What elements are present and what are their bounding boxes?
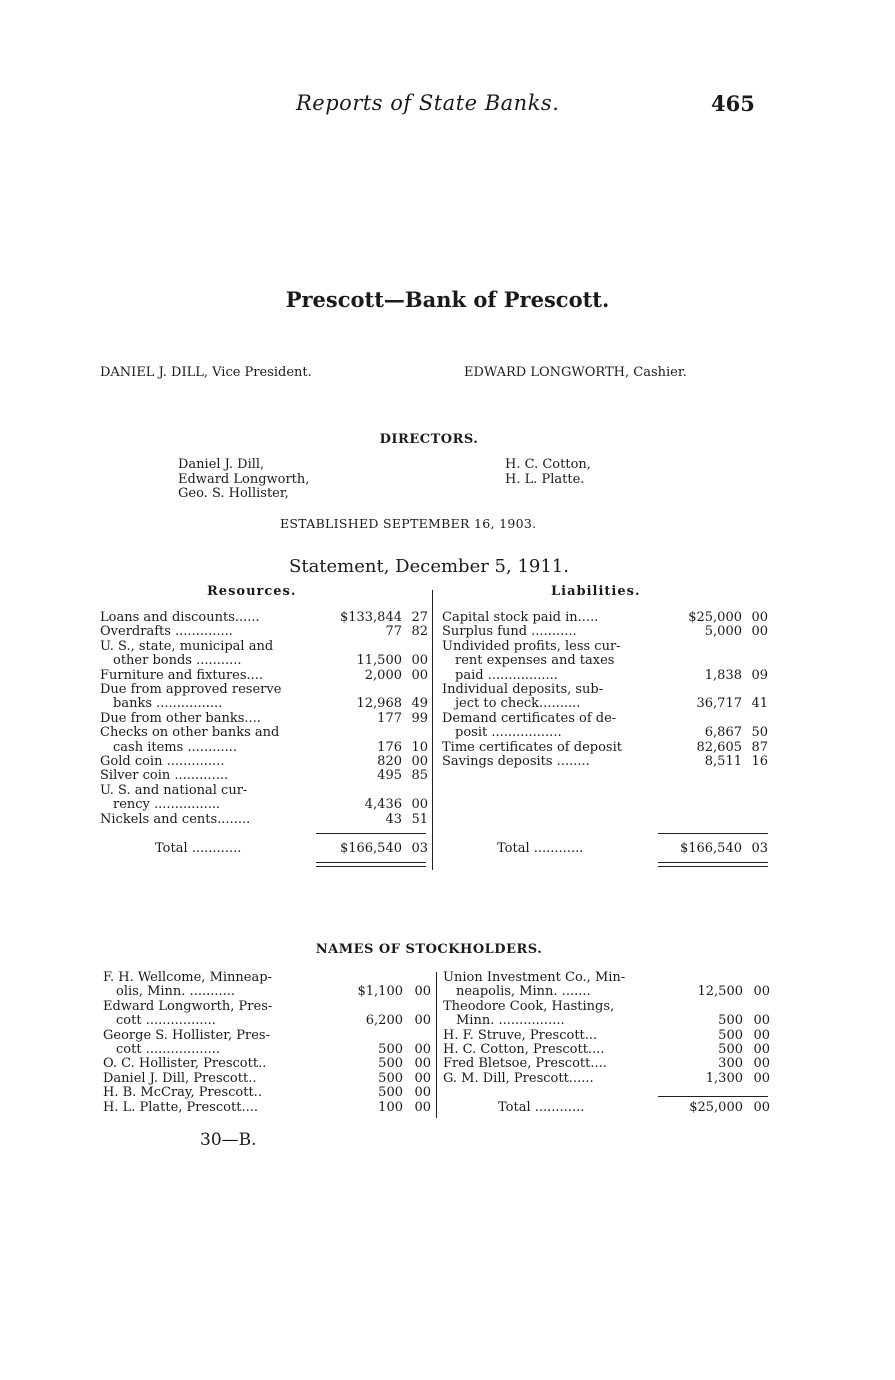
resources-heading: Resources.: [207, 584, 297, 599]
ledger-label: Demand certificates of de-: [442, 710, 617, 726]
ledger-cents: 85: [411, 768, 428, 784]
ledger-cents: 00: [753, 1056, 770, 1072]
resources-double-rule-1: [316, 862, 426, 863]
ledger-dollars: 176: [377, 739, 402, 755]
officer-cashier: EDWARD LONGWORTH, Cashier.: [464, 365, 687, 380]
ledger-dollars: $1,100: [357, 984, 403, 1000]
ledger-cents: 87: [751, 739, 768, 755]
ledger-label: Loans and discounts......: [100, 610, 260, 625]
ledger-cents: 00: [753, 1070, 770, 1086]
stockholder-row: [103, 1014, 431, 1028]
resource-row: [100, 669, 428, 683]
ledger-label: Minn. ................: [443, 1013, 565, 1029]
resources-sum-rule: [316, 833, 426, 834]
ledger-dollars: 100: [378, 1099, 403, 1115]
director-name: H. L. Platte.: [505, 471, 585, 487]
ledger-dollars: $25,000: [688, 610, 742, 625]
ledger-label: Due from approved reserve: [100, 682, 282, 697]
stockholder-row: [103, 985, 431, 999]
liability-row: [442, 683, 768, 697]
ledger-label: O. C. Hollister, Prescott..: [103, 1056, 267, 1072]
liability-row: [442, 712, 768, 726]
ledger-cents: 00: [414, 1085, 431, 1101]
ledger-label: banks ................: [100, 696, 223, 712]
ledger-cents: 82: [411, 624, 428, 640]
ledger-cents: 00: [414, 1056, 431, 1072]
resource-row: [100, 726, 428, 740]
ledger-dollars: 495: [377, 768, 402, 784]
ledger-cents: 00: [411, 754, 428, 769]
ledger-cents: 27: [411, 610, 428, 625]
ledger-dollars: $25,000: [689, 1100, 743, 1115]
liability-row: [442, 669, 768, 683]
ledger-label: cash items ............: [100, 739, 238, 755]
ledger-cents: 00: [414, 984, 431, 1000]
stockholder-row: [103, 1057, 431, 1071]
ledger-label: Daniel J. Dill, Prescott..: [103, 1070, 257, 1086]
resource-row: [100, 755, 428, 769]
liability-row: [442, 611, 768, 625]
ledger-dollars: 177: [377, 710, 402, 726]
ledger-label: olis, Minn. ...........: [103, 984, 236, 1000]
ledger-label: paid .................: [442, 667, 558, 683]
ledger-label: Total ............: [497, 841, 584, 856]
ledger-dollars: 500: [718, 1013, 743, 1029]
ledger-label: Total ............: [155, 841, 242, 856]
directors-heading: DIRECTORS.: [379, 432, 479, 447]
ledger-label: F. H. Wellcome, Minneap-: [103, 970, 272, 985]
stockholder-row: [103, 971, 431, 985]
resource-row: [100, 683, 428, 697]
ledger-cents: 00: [411, 653, 428, 669]
ledger-label: rency ................: [100, 797, 221, 813]
ledger-label: Theodore Cook, Hastings,: [443, 998, 615, 1014]
director-name: Geo. S. Hollister,: [178, 486, 289, 501]
stockholder-row: [443, 1057, 770, 1071]
ledger-label: H. B. McCray, Prescott..: [103, 1085, 262, 1101]
resource-row: [100, 697, 428, 711]
liability-row: [442, 697, 768, 711]
resource-row: [100, 813, 428, 827]
ledger-cents: 00: [414, 1042, 431, 1057]
resource-row: [100, 741, 428, 755]
liabilities-double-rule-2: [658, 866, 768, 867]
ledger-label: rent expenses and taxes: [442, 653, 615, 669]
ledger-label: Fred Bletsoe, Prescott....: [443, 1056, 607, 1072]
resource-row: [100, 611, 428, 625]
stockholder-row: [443, 1072, 770, 1086]
running-title: Reports of State Banks.: [296, 91, 560, 115]
ledger-label: H. L. Platte, Prescott....: [103, 1099, 258, 1115]
ledger-dollars: 820: [377, 754, 402, 769]
liability-row: [442, 755, 768, 769]
resource-row: [100, 712, 428, 726]
ledger-cents: 10: [411, 739, 428, 755]
resource-row: [100, 769, 428, 783]
statement-title: Statement, December 5, 1911.: [289, 556, 569, 577]
stockholders-sum-rule: [658, 1096, 768, 1097]
stockholder-row: [103, 1000, 431, 1014]
established-date: ESTABLISHED SEPTEMBER 16, 1903.: [280, 516, 537, 531]
ledger-cents: 00: [751, 610, 768, 625]
ledger-label: Time certificates of deposit: [442, 739, 622, 755]
stockholder-row: [443, 1043, 770, 1057]
ledger-label: Furniture and fixtures....: [100, 667, 264, 683]
resource-row: [100, 654, 428, 668]
ledger-dollars: 12,968: [356, 696, 402, 712]
resources-total-row: [155, 842, 428, 856]
ledger-cents: 41: [751, 696, 768, 712]
ledger-label: Individual deposits, sub-: [442, 682, 604, 697]
director-name: Daniel J. Dill,: [178, 457, 265, 472]
ledger-cents: 00: [414, 1013, 431, 1029]
liability-row: [442, 625, 768, 639]
ledger-dollars: 500: [378, 1042, 403, 1057]
ledger-label: Surplus fund ...........: [442, 624, 577, 640]
ledger-cents: 16: [751, 754, 768, 769]
liabilities-total-row: [497, 842, 768, 856]
ledger-dollars: 12,500: [697, 984, 743, 1000]
ledger-dollars: $166,540: [679, 841, 742, 856]
ledger-label: George S. Hollister, Pres-: [103, 1027, 270, 1043]
ledger-dollars: 300: [718, 1056, 743, 1072]
ledger-label: Edward Longworth, Pres-: [103, 998, 273, 1014]
ledger-dollars: 4,436: [364, 797, 402, 813]
ledger-dollars: 43: [385, 811, 402, 827]
liabilities-double-rule-1: [658, 862, 768, 863]
ledger-cents: 00: [753, 1027, 770, 1043]
stockholders-heading: NAMES OF STOCKHOLDERS.: [315, 942, 543, 957]
ledger-label: cott ..................: [103, 1042, 221, 1057]
director-name: H. C. Cotton,: [505, 457, 591, 472]
ledger-dollars: 8,511: [704, 754, 742, 769]
ledger-dollars: 36,717: [696, 696, 742, 712]
ledger-label: Due from other banks....: [100, 710, 261, 726]
ledger-label: Overdrafts ..............: [100, 624, 233, 640]
stockholder-row: [443, 1000, 770, 1014]
ledger-label: U. S., state, municipal and: [100, 638, 274, 654]
ledger-dollars: 500: [378, 1070, 403, 1086]
resource-row: [100, 784, 428, 798]
ledger-label: posit .................: [442, 725, 562, 741]
stockholder-row: [103, 1029, 431, 1043]
ledger-dollars: 6,200: [365, 1013, 403, 1029]
ledger-dollars: 2,000: [364, 667, 402, 683]
resources-double-rule-2: [316, 866, 426, 867]
ledger-label: H. F. Struve, Prescott...: [443, 1027, 598, 1043]
ledger-dollars: 500: [378, 1056, 403, 1072]
ledger-dollars: 1,838: [704, 667, 742, 683]
ledger-cents: 00: [753, 984, 770, 1000]
ledger-label: Silver coin .............: [100, 768, 229, 784]
liability-row: [442, 741, 768, 755]
ledger-dollars: 77: [385, 624, 402, 640]
ledger-label: ject to check..........: [442, 696, 581, 712]
ledger-label: other bonds ...........: [100, 653, 242, 669]
liability-row: [442, 640, 768, 654]
ledger-dollars: 1,300: [705, 1070, 743, 1086]
ledger-cents: 00: [751, 624, 768, 640]
ledger-cents: 51: [411, 811, 428, 827]
director-name: Edward Longworth,: [178, 471, 310, 487]
ledger-label: G. M. Dill, Prescott......: [443, 1070, 594, 1086]
ledger-cents: 99: [411, 710, 428, 726]
ledger-cents: 03: [411, 841, 428, 856]
ledger-dollars: 500: [718, 1027, 743, 1043]
ledger-cents: 00: [753, 1013, 770, 1029]
resource-row: [100, 798, 428, 812]
stockholder-row: [103, 1101, 431, 1115]
stockholders-total-row: [498, 1101, 770, 1115]
ledger-dollars: 500: [718, 1042, 743, 1057]
ledger-label: neapolis, Minn. .......: [443, 984, 591, 1000]
ledger-cents: 00: [414, 1070, 431, 1086]
ledger-dollars: 82,605: [696, 739, 742, 755]
stockholder-row: [103, 1072, 431, 1086]
ledger-label: Savings deposits ........: [442, 754, 590, 769]
officer-vice-president: DANIEL J. DILL, Vice President.: [100, 365, 312, 380]
ledger-label: Checks on other banks and: [100, 725, 280, 741]
ledger-label: Capital stock paid in.....: [442, 610, 599, 625]
ledger-dollars: 500: [378, 1085, 403, 1101]
stockholders-column-divider: [436, 972, 437, 1118]
ledger-label: Undivided profits, less cur-: [442, 638, 621, 654]
page-number: 465: [711, 91, 755, 116]
ledger-label: Union Investment Co., Min-: [443, 970, 626, 985]
directors-left-column: [178, 458, 309, 502]
ledger-dollars: 6,867: [704, 725, 742, 741]
stockholder-row: [443, 985, 770, 999]
ledger-label: U. S. and national cur-: [100, 782, 248, 798]
ledger-label: Total ............: [498, 1100, 585, 1115]
resource-row: [100, 640, 428, 654]
ledger-label: Gold coin ..............: [100, 754, 225, 769]
ledger-label: Nickels and cents........: [100, 811, 251, 827]
liability-row: [442, 654, 768, 668]
ledger-dollars: 5,000: [704, 624, 742, 640]
ledger-label: H. C. Cotton, Prescott....: [443, 1042, 605, 1057]
directors-right-column: [505, 458, 591, 487]
ledger-cents: 00: [411, 797, 428, 813]
ledger-label: cott .................: [103, 1013, 216, 1029]
ledger-cents: 50: [751, 725, 768, 741]
ledger-dollars: 11,500: [356, 653, 402, 669]
bank-title: Prescott—Bank of Prescott.: [285, 287, 610, 312]
resource-row: [100, 625, 428, 639]
stockholder-row: [443, 971, 770, 985]
ledger-cents: 00: [411, 667, 428, 683]
ledger-dollars: $166,540: [339, 841, 402, 856]
ledger-cents: 00: [753, 1100, 770, 1115]
running-head: [0, 88, 895, 128]
stockholder-row: [103, 1043, 431, 1057]
ledger-cents: 00: [414, 1099, 431, 1115]
liabilities-sum-rule: [658, 833, 768, 834]
stockholder-row: [103, 1086, 431, 1100]
stockholder-row: [443, 1014, 770, 1028]
ledger-cents: 09: [751, 667, 768, 683]
ledger-cents: 49: [411, 696, 428, 712]
stockholder-row: [443, 1029, 770, 1043]
ledger-cents: 03: [751, 841, 768, 856]
ledger-dollars: $133,844: [339, 610, 402, 625]
liabilities-heading: Liabilities.: [551, 584, 641, 599]
ledger-cents: 00: [753, 1042, 770, 1057]
signature-mark: 30—B.: [200, 1130, 257, 1150]
statement-column-divider: [432, 590, 433, 870]
liability-row: [442, 726, 768, 740]
